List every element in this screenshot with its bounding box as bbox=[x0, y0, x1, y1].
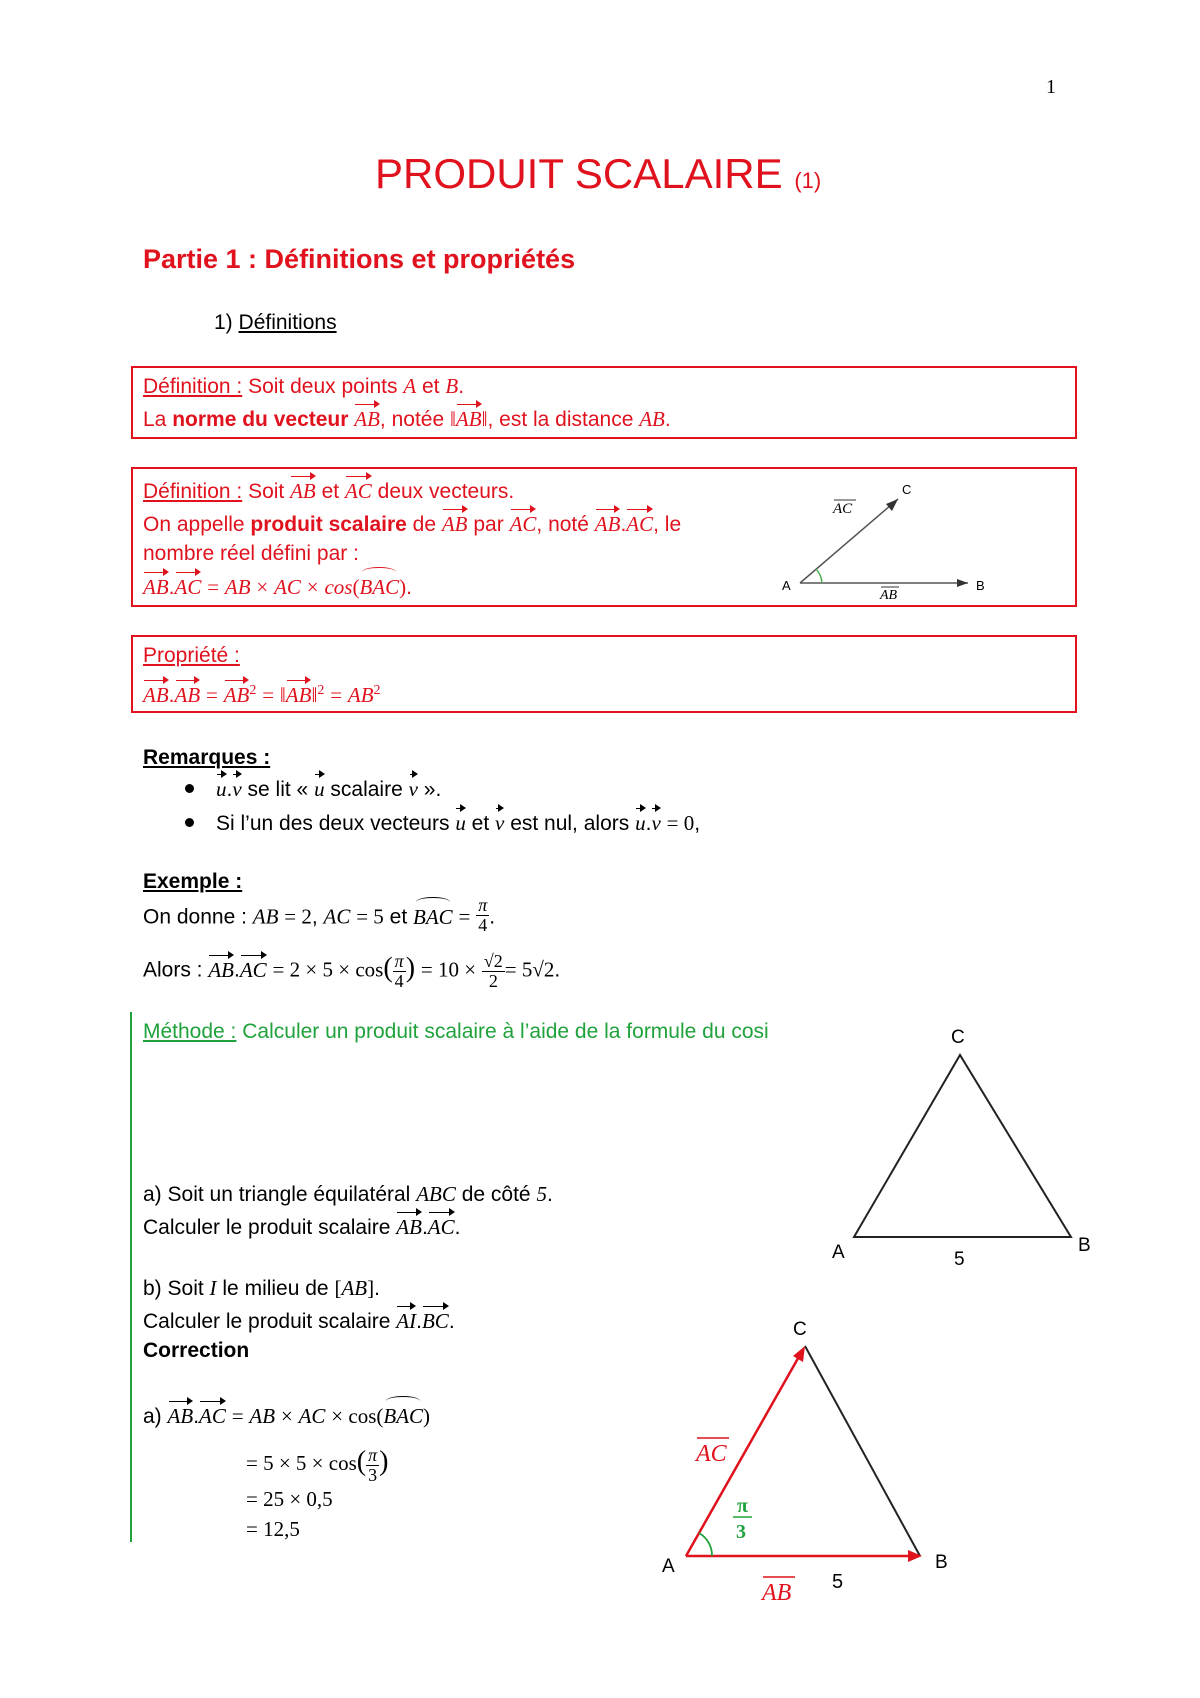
method-label: Méthode : bbox=[143, 1020, 237, 1043]
title-suffix: (1) bbox=[794, 168, 822, 193]
point-c-label: C bbox=[902, 482, 912, 497]
def2-l2-c: de bbox=[412, 513, 437, 536]
def2-l2-a: On appelle bbox=[143, 513, 245, 536]
section-heading bbox=[214, 310, 337, 336]
remark2: Si l’un des deux vecteurs u et v est nul, alors u.v = 0, bbox=[216, 811, 701, 835]
side-length-label: 5 bbox=[832, 1571, 844, 1593]
angle-arc bbox=[816, 569, 822, 583]
def2-l2-d: par bbox=[473, 513, 504, 536]
title-main: PRODUIT SCALAIRE bbox=[375, 150, 783, 197]
example-label: Exemple : bbox=[143, 870, 243, 893]
question-b-line2: Calculer le produit scalaire AI.BC. bbox=[143, 1309, 455, 1333]
remark2-b: et bbox=[471, 812, 490, 835]
side-length-label: 5 bbox=[954, 1249, 965, 1270]
section-number: 1) bbox=[214, 311, 233, 334]
correction-a-line3: = 25 × 0,5 bbox=[246, 1487, 333, 1511]
remark2-c: est nul, alors bbox=[510, 812, 630, 835]
question-a-line1: a) Soit un triangle équilatéral ABC de côté 5. bbox=[143, 1182, 553, 1206]
point-a-label: A bbox=[782, 578, 791, 593]
def2-line1: Définition : Soit AB et AC deux vecteurs. bbox=[143, 479, 515, 503]
method-border bbox=[130, 1012, 132, 1542]
page-title bbox=[375, 150, 821, 198]
method-text: Calculer un produit scalaire à l’aide de la formule du cosi bbox=[242, 1020, 769, 1043]
vector-ab-label: AB bbox=[880, 588, 898, 600]
remark1-bullet bbox=[185, 784, 194, 793]
angle-arc bbox=[699, 1533, 712, 1556]
part-heading: Partie 1 : Définitions et propriétés bbox=[143, 244, 576, 274]
vector-ac-label: AC bbox=[833, 501, 853, 517]
vector-ac-arrowhead bbox=[886, 499, 898, 511]
remark1-b: scalaire bbox=[330, 778, 403, 801]
qb-text1: b) Soit bbox=[143, 1277, 204, 1300]
def2-text-c: deux vecteurs. bbox=[377, 480, 515, 503]
def2-l2-f: , le bbox=[653, 513, 682, 536]
vertex-a-label: A bbox=[832, 1242, 845, 1263]
correction-a-label: a) bbox=[143, 1405, 162, 1428]
angle-figure bbox=[770, 470, 1000, 600]
example-line1: On donne : AB = 2, AC = 5 et BAC = $\frac{\pi}{4}$ . bbox=[143, 895, 496, 935]
correction-a-line2: = 5 × 5 × cos( $\frac{\pi}{3}$ ) bbox=[246, 1445, 389, 1485]
def2-label: Définition : bbox=[143, 480, 243, 503]
side-bc bbox=[805, 1346, 920, 1556]
def2-term: produit scalaire bbox=[250, 513, 407, 536]
def2-formula: AB.AC = AB × AC × cos(BAC). bbox=[143, 575, 412, 599]
question-a-line2: Calculer le produit scalaire AB.AC. bbox=[143, 1215, 461, 1239]
def1-text-d: , est la distance bbox=[487, 408, 634, 431]
method-title bbox=[143, 1019, 813, 1045]
question-b-line1: b) Soit I le milieu de [AB]. bbox=[143, 1276, 380, 1300]
def1-line2: La norme du vecteur AB, notée ‖AB‖, est la distance AB. bbox=[143, 407, 671, 431]
prop-label: Propriété : bbox=[143, 644, 240, 667]
def2-l2-e: , noté bbox=[536, 513, 589, 536]
example-line2: Alors : AB.AC = 2 × 5 × cos( $\frac{\pi}{4}$ ) = 10 × $\frac{√2}{2}$ = 5√2. bbox=[143, 951, 561, 991]
vector-ab-arrowhead bbox=[957, 579, 968, 587]
triangle-abc bbox=[854, 1055, 1071, 1237]
qb-text2: le milieu de bbox=[222, 1277, 329, 1300]
def2-text-a: Soit bbox=[248, 480, 285, 503]
qa-text3: Calculer le produit scalaire bbox=[143, 1216, 391, 1239]
vertex-c-label: C bbox=[793, 1319, 807, 1340]
prop-label-line bbox=[143, 643, 240, 669]
vertex-b-label: B bbox=[935, 1552, 948, 1573]
vertex-a-label: A bbox=[662, 1556, 675, 1577]
remark1: u.v se lit « u scalaire v ». bbox=[216, 777, 442, 801]
remark1-a: se lit « bbox=[247, 778, 309, 801]
vector-ac-arrowhead bbox=[793, 1346, 805, 1362]
correction-a-line4: = 12,5 bbox=[246, 1517, 300, 1541]
example-l1-b: et bbox=[389, 905, 408, 929]
def1-text-a: La bbox=[143, 408, 167, 431]
def2-line2: On appelle produit scalaire de AB par AC, noté AB.AC, le bbox=[143, 512, 682, 536]
qb-text3: Calculer le produit scalaire bbox=[143, 1310, 391, 1333]
correction-label: Correction bbox=[143, 1339, 250, 1362]
prop-formula: $AB.AB = AB^2$ = ‖AB‖$^2$ = $AB^2$ bbox=[143, 683, 381, 707]
vector-ac-label: AC bbox=[696, 1441, 727, 1467]
qa-text2: de côté bbox=[461, 1183, 531, 1206]
qa-text1: a) Soit un triangle équilatéral bbox=[143, 1183, 411, 1206]
page-number: 1 bbox=[1046, 76, 1056, 98]
def1-label: Définition : bbox=[143, 375, 243, 398]
remark2-a: Si l’un des deux vecteurs bbox=[216, 812, 450, 835]
equilateral-triangle-figure bbox=[820, 1015, 1100, 1270]
def1-line1: Définition : Soit deux points A et B. bbox=[143, 374, 465, 398]
vector-ab-arrowhead bbox=[908, 1550, 922, 1562]
remarks-label: Remarques : bbox=[143, 746, 271, 769]
def1-text-c: , notée bbox=[379, 408, 445, 431]
example-l2-a: Alors : bbox=[143, 958, 203, 982]
section-title: Définitions bbox=[238, 311, 337, 334]
def2-text-b: et bbox=[321, 480, 340, 503]
def1-norm-term: norme du vecteur bbox=[172, 408, 349, 431]
vector-ab-label: AB bbox=[762, 1580, 792, 1606]
def2-line3: nombre réel défini par : bbox=[143, 542, 359, 565]
correction-a-line1: a) AB.AC = AB × AC × cos(BAC) bbox=[143, 1404, 431, 1428]
angle-denominator: 3 bbox=[736, 1521, 746, 1543]
point-b-label: B bbox=[976, 578, 985, 593]
def1-text: Soit deux points bbox=[248, 375, 398, 398]
remark1-c: ». bbox=[423, 778, 442, 801]
remark2-bullet bbox=[185, 818, 194, 827]
angle-numerator: π bbox=[737, 1495, 748, 1517]
vertex-b-label: B bbox=[1078, 1235, 1091, 1256]
vertex-c-label: C bbox=[951, 1027, 965, 1048]
vector-triangle-figure bbox=[650, 1308, 980, 1608]
example-l1-a: On donne : bbox=[143, 905, 247, 929]
